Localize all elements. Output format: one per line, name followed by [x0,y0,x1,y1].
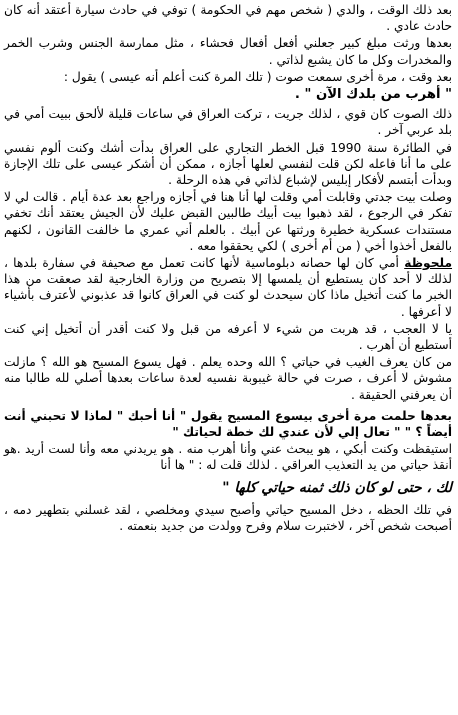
paragraph-conversion: في تلك الحظه ، دخل المسيح حياتي وأصبح سيدي ومخلصي ، لقد غسلني بتطهير دمه ، أصبحت شخص آخر ، لاختبرت سلام وفرح وولدت من جديد بنعمته . [4,502,452,534]
paragraph-inheritance: بعدها ورثت مبلغ كبير جعلني أفعل أفعال فحشاء ، مثل ممارسة الجنس وشرب الخمر والمخدرات وكل ما كان يشبع لذاتي . [4,36,452,67]
paragraph-plane-1990: في الطائرة سنة 1990 قبل الخطر التجاري على العراق بدأت أشك وكنت ألوم نفسي على ما أنا فاعله لكن قلت لنفسي لعلها أجازه ، ممكن أن أشكر عيسى على تلك الإجازة وبدأت أبتسم لأفكار إبليس لإشباع لذاتي في هذه الرحلة . [4,140,452,188]
paragraph-grandmother-house: وصلت بيت جدتي وقابلت أمي وقلت لها أنا هنا في أجازه وراجع بعد عدة أيام . قالت لي لا تفكر في الرجوع ، لقد ذهبوا بيت أبيك طالبين القبض عليك لأن الجيش يعتقد أنك تخفي مستندات عسكرية خطيرة ورثتها عن أبيك . بالعلم أني عمري ما خالفت القانون ، لكنهم بالفعل أخذوا أخي ( من أم أخرى ) لكي يحققوا معه . [4,190,452,253]
emphasis-line: لك ، حتى لو كان ذلك ثمنه حياتي كلها " [222,479,452,496]
paragraph-left-iraq: ذلك الصوت كان قوي ، لذلك جريت ، تركت العراق في ساعات قليلة لألحق ببيت أمي في بلد عربي آخر . [4,107,452,138]
paragraph-heard-voice: بعد وقت ، مرة أخرى سمعت صوت ( تلك المرة كنت أعلم أنه عيسى ) يقول : [63,69,452,84]
paragraph-dream-jesus: بعدها حلمت مرة أخرى بيسوع المسيح يقول " أنا أحبك " لماذا لا تحبني أنت أيضاً ؟ " " تعال إلي لأن عندي لك خطة لحياتك " [4,408,452,440]
paragraph-wonder: يا لا العجب ، قد هربت من شيء لا أعرفه من قبل ولا كنت أقدر أن أتخيل إني كنت أستطيع أن أهرب . [4,321,452,353]
note-body: أمي كان لها حصانه دبلوماسية لأنها كانت تعمل مع صحيفة في سفارة بلدها ، لذلك لا أحد كان يستطيع أن يلمسها إلا بتصريح من وزارة الخارجية لقد صعقت من هذا الخبر ما كنت أتخيل ماذا كان سيحدث لو كنت في العراق كانوا قد عذبوني لأعترف بأشياء لا أعرفها . [4,256,452,319]
quote-flee-now: " أهرب من بلدك الآن " . [294,87,452,103]
paragraph-woke-crying: استيقظت وكنت أبكي ، هو يبحث عني وأنا أهرب منه . هو يريدني معه وأنا لست أريد .هو أنقذ حياتي من يد التعذيب العراقي . لذلك قلت له : " ها أنا [4,442,452,473]
note-paragraph [4,255,452,320]
paragraph-who-knows: من كان يعرف الغيب في حياتي ؟ الله وحده يعلم . فهل يسوع المسيح هو الله ؟ مازلت مشوش لا أعرف ، صرت في حالة غيبوبة نفسيه لعدة ساعات بعدها أصلي لله طالبا منه أن يعرفني الحقيقة . [4,355,452,402]
paragraph-father-death: بعد ذلك الوقت ، والدي ( شخص مهم في الحكومة ) توفي في حادث سيارة أعتقد أنه كان حادث عادي . [4,3,452,34]
note-label: ملحوظة [404,256,453,271]
